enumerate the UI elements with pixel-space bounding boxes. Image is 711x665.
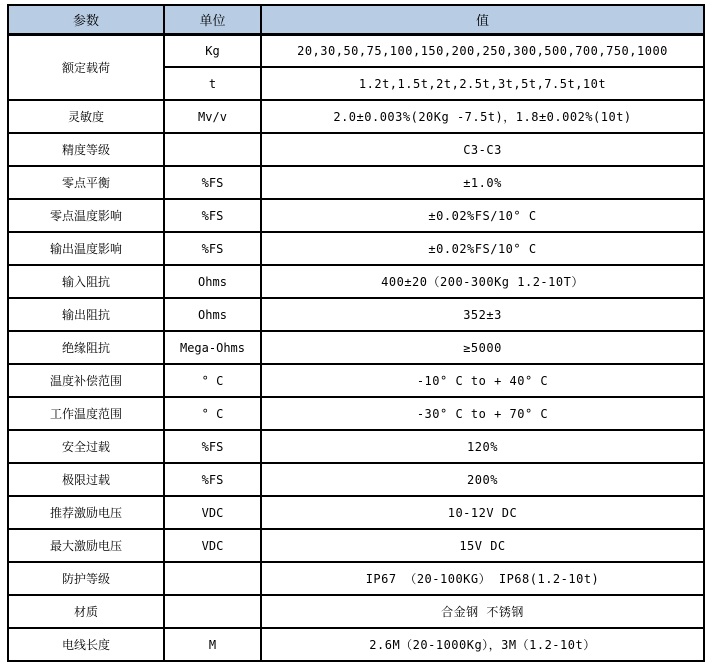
unit-cell: Ohms: [164, 298, 261, 331]
unit-cell: %FS: [164, 430, 261, 463]
param-cell: 安全过载: [8, 430, 164, 463]
unit-cell: Mega-Ohms: [164, 331, 261, 364]
param-cell: 输出阻抗: [8, 298, 164, 331]
unit-cell: Ohms: [164, 265, 261, 298]
value-cell: -30° C to + 70° C: [261, 397, 704, 430]
header-value: 值: [261, 5, 704, 34]
table-row: [8, 331, 704, 364]
table-row: [8, 364, 704, 397]
table-row: [8, 496, 704, 529]
param-cell: 输入阻抗: [8, 265, 164, 298]
param-cell: 零点平衡: [8, 166, 164, 199]
table-row: [8, 265, 704, 298]
table-row: [8, 232, 704, 265]
unit-cell: [164, 133, 261, 166]
value-cell: C3-C3: [261, 133, 704, 166]
unit-cell: Kg: [164, 34, 261, 67]
param-cell: 精度等级: [8, 133, 164, 166]
value-cell: 1.2t,1.5t,2t,2.5t,3t,5t,7.5t,10t: [261, 67, 704, 100]
value-cell: 合金钢 不锈钢: [261, 595, 704, 628]
value-cell: 2.6M（20-1000Kg），3M（1.2-10t）: [261, 628, 704, 661]
unit-cell: %FS: [164, 463, 261, 496]
value-cell: 20,30,50,75,100,150,200,250,300,500,700,750,1000: [261, 34, 704, 67]
value-cell: 352±3: [261, 298, 704, 331]
table-row: [8, 397, 704, 430]
table-row: [8, 199, 704, 232]
spec-table: [7, 4, 705, 662]
value-cell: 10-12V DC: [261, 496, 704, 529]
value-cell: -10° C to + 40° C: [261, 364, 704, 397]
value-cell: ±0.02%FS/10° C: [261, 199, 704, 232]
param-cell: 电线长度: [8, 628, 164, 661]
value-cell: 200%: [261, 463, 704, 496]
unit-cell: t: [164, 67, 261, 100]
value-cell: ≥5000: [261, 331, 704, 364]
param-cell: 防护等级: [8, 562, 164, 595]
param-cell: 推荐激励电压: [8, 496, 164, 529]
unit-cell: ° C: [164, 397, 261, 430]
unit-cell: M: [164, 628, 261, 661]
table-header-row: [8, 5, 704, 34]
value-cell: ±0.02%FS/10° C: [261, 232, 704, 265]
table-row: [8, 628, 704, 661]
unit-cell: %FS: [164, 199, 261, 232]
unit-cell: VDC: [164, 529, 261, 562]
param-cell: 极限过载: [8, 463, 164, 496]
value-cell: 400±20（200-300Kg 1.2-10T）: [261, 265, 704, 298]
value-cell: 15V DC: [261, 529, 704, 562]
value-cell: IP67 （20-100KG） IP68(1.2-10t): [261, 562, 704, 595]
param-cell: 零点温度影响: [8, 199, 164, 232]
unit-cell: ° C: [164, 364, 261, 397]
table-row: [8, 166, 704, 199]
table-row: [8, 463, 704, 496]
value-cell: 120%: [261, 430, 704, 463]
table-row: [8, 298, 704, 331]
unit-cell: %FS: [164, 232, 261, 265]
table-row: [8, 100, 704, 133]
value-cell: 2.0±0.003%(20Kg -7.5t)，1.8±0.002%(10t): [261, 100, 704, 133]
param-cell: 额定载荷: [8, 34, 164, 100]
unit-cell: [164, 595, 261, 628]
table-row: [8, 595, 704, 628]
param-cell: 最大激励电压: [8, 529, 164, 562]
unit-cell: [164, 562, 261, 595]
param-cell: 绝缘阻抗: [8, 331, 164, 364]
param-cell: 材质: [8, 595, 164, 628]
unit-cell: %FS: [164, 166, 261, 199]
param-cell: 输出温度影响: [8, 232, 164, 265]
table-row: [8, 529, 704, 562]
table-row: [8, 562, 704, 595]
unit-cell: Mv/v: [164, 100, 261, 133]
table-row: [8, 133, 704, 166]
value-cell: ±1.0%: [261, 166, 704, 199]
param-cell: 灵敏度: [8, 100, 164, 133]
param-cell: 工作温度范围: [8, 397, 164, 430]
param-cell: 温度补偿范围: [8, 364, 164, 397]
header-unit: 单位: [164, 5, 261, 34]
unit-cell: VDC: [164, 496, 261, 529]
header-param: 参数: [8, 5, 164, 34]
table-row: [8, 34, 704, 67]
table-row: [8, 430, 704, 463]
